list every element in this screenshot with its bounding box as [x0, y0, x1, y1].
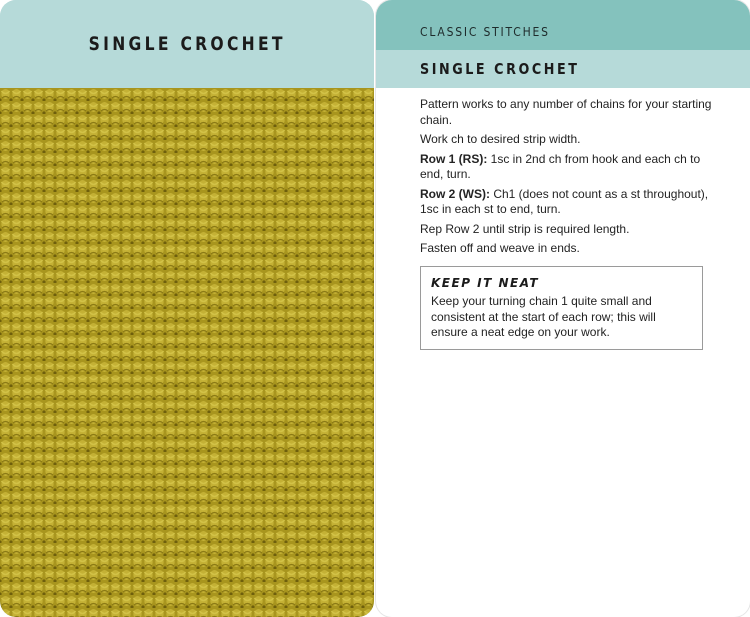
instruction-paragraph: Fasten off and weave in ends. [420, 241, 580, 255]
section-tab-label: CLASSIC STITCHES [420, 25, 550, 39]
pattern-instructions [420, 97, 720, 261]
tip-text: Keep your turning chain 1 quite small and consistent at the start of each row; this will ensure a neat edge on your work. [431, 294, 656, 339]
left-header [0, 0, 374, 88]
crochet-swatch-image [0, 88, 374, 617]
instruction-paragraph: Pattern works to any number of chains for your starting chain. [420, 97, 712, 127]
left-page [0, 0, 374, 617]
instruction-paragraph: Row 1 (RS): 1sc in 2nd ch from hook and each ch to end, turn. [420, 151, 701, 181]
tip-box [420, 266, 703, 350]
right-page [376, 0, 750, 617]
left-page-title: SINGLE CROCHET [88, 33, 286, 55]
instruction-paragraph: Work ch to desired strip width. [420, 132, 581, 146]
right-page-title: SINGLE CROCHET [420, 60, 580, 78]
instruction-paragraph: Row 2 (WS): Ch1 (does not count as a st throughout), 1sc in each st to end, turn. [420, 186, 709, 216]
tip-title: KEEP IT NEAT [431, 276, 540, 290]
instruction-paragraph: Rep Row 2 until strip is required length. [420, 221, 630, 236]
